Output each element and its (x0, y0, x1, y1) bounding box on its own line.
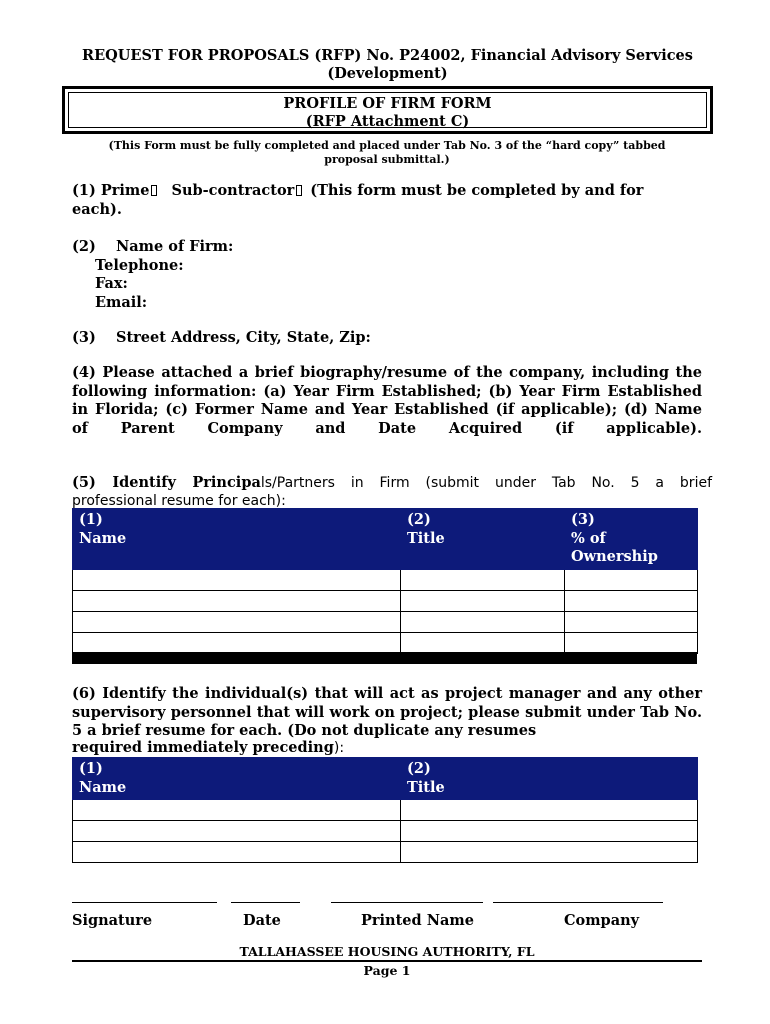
company-label: Company (564, 912, 640, 929)
printed-name-label: Printed Name (361, 912, 474, 929)
date-label: Date (243, 912, 281, 929)
date-line[interactable] (231, 902, 300, 903)
section-3: (3) Street Address, City, State, Zip: (72, 329, 371, 346)
form-subtitle: (RFP Attachment C) (305, 113, 470, 130)
principals-table (72, 508, 698, 654)
table-row (73, 569, 698, 590)
table-bottom-bar (72, 652, 697, 664)
table-row (73, 590, 698, 611)
signature-label: Signature (72, 912, 153, 929)
fax-label: Fax: (95, 275, 128, 292)
firm-name-label: (2) Name of Firm: (72, 238, 234, 255)
prime-checkbox[interactable] (151, 185, 157, 196)
section-5-intro: (5) Identify Principals/Partners in Firm (submit under Tab No. 5 a brief professional resume for each): (72, 474, 712, 509)
rfp-title-line2: (Development) (327, 65, 448, 82)
signature-line[interactable] (72, 902, 217, 903)
principals-col-title: (2) Title (401, 509, 565, 570)
printed-name-line[interactable] (331, 902, 483, 903)
personnel-col-name: (1) Name (73, 758, 401, 800)
footer-org: TALLAHASSEE HOUSING AUTHORITY, FL (239, 944, 535, 959)
rfp-title (60, 47, 715, 83)
rfp-title-line1: REQUEST FOR PROPOSALS (RFP) No. P24002, Financial Advisory Services (82, 47, 693, 64)
section-4: (4) Please attached a brief biography/resume of the company, including the following information: (a) Year Firm Established; (b) Year Firm Established in Florida; (c) Former Name and Year Established (if applicable); (d) Name of Parent Company and Date Acquired (if applicable). (72, 364, 702, 437)
section-2 (72, 238, 702, 312)
table-row (73, 632, 698, 653)
table-row (73, 821, 698, 842)
section-1: (1) Prime Sub-contractor (This form must be completed by and for each). (72, 182, 644, 218)
form-title: PROFILE OF FIRM FORM (283, 95, 492, 112)
section-6: (6) Identify the individual(s) that will act as project manager and any other supervisory personnel that will work on project; please submit under Tab No. 5 a brief resume for each. (Do not duplicate any resumes required immediately preceding): (72, 685, 702, 756)
personnel-table (72, 757, 698, 863)
table-row (73, 842, 698, 863)
personnel-col-title: (2) Title (401, 758, 698, 800)
form-title-box (62, 86, 713, 134)
company-line[interactable] (493, 902, 663, 903)
telephone-label: Telephone: (95, 256, 184, 274)
table-row (73, 800, 698, 821)
instruction-note: (This Form must be fully completed and placed under Tab No. 3 of the “hard copy” tabbed proposal submittal.) (108, 139, 666, 166)
email-label: Email: (95, 293, 148, 311)
principals-col-name: (1) Name (73, 509, 401, 570)
footer-rule (72, 960, 702, 962)
page-number: Page 1 (363, 963, 411, 978)
subcontractor-checkbox[interactable] (296, 185, 302, 196)
principals-col-ownership: (3) % of Ownership (565, 509, 698, 570)
table-row (73, 611, 698, 632)
